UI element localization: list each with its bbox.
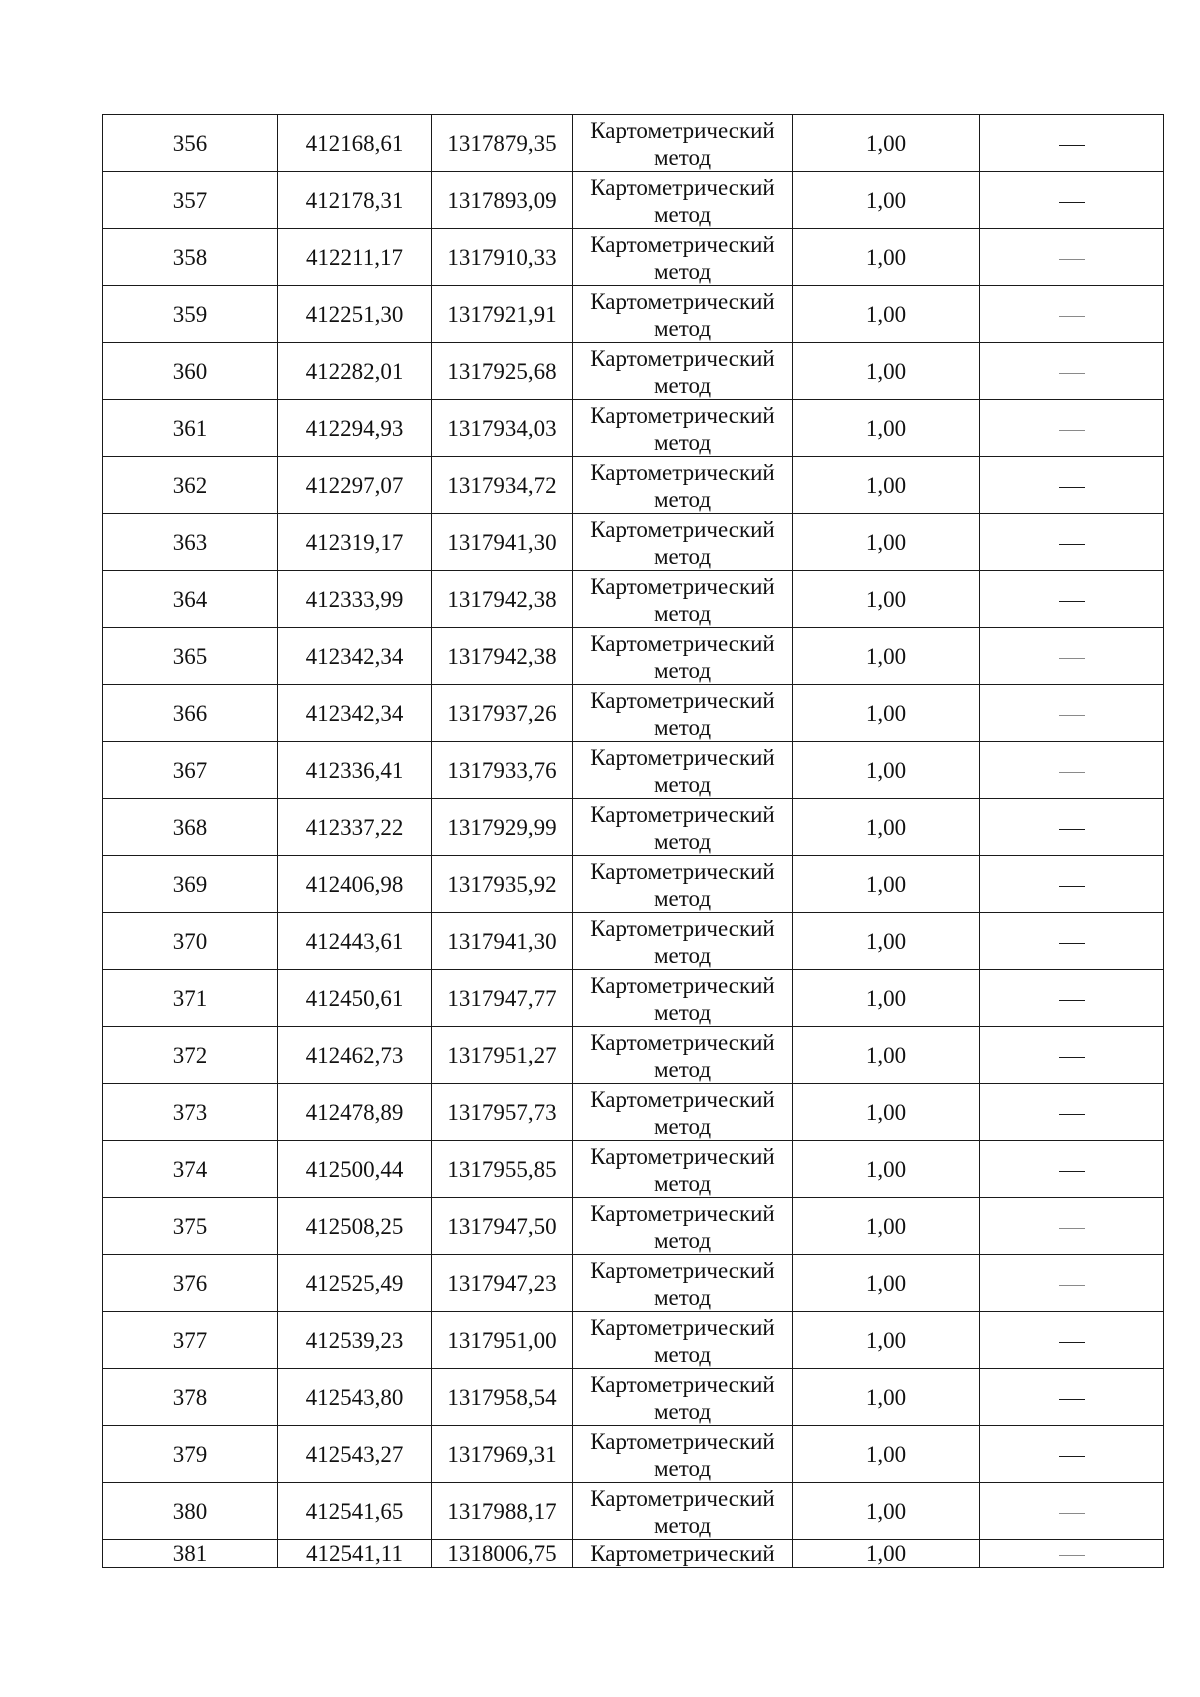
method-cell	[573, 1027, 793, 1084]
note-cell	[980, 343, 1164, 400]
note-cell	[980, 115, 1164, 172]
table-row	[103, 115, 1164, 172]
y-coordinate-cell: 1317942,38	[432, 571, 573, 628]
method-text: Картометрический метод	[590, 1029, 775, 1082]
accuracy-cell: 1,00	[793, 970, 980, 1027]
method-cell	[573, 1369, 793, 1426]
table-row	[103, 172, 1164, 229]
x-coordinate-cell: 412500,44	[278, 1141, 432, 1198]
x-coordinate-cell: 412508,25	[278, 1198, 432, 1255]
dash-icon	[1059, 1057, 1085, 1058]
y-coordinate-cell: 1317921,91	[432, 286, 573, 343]
accuracy-cell: 1,00	[793, 742, 980, 799]
dash-icon	[1059, 1228, 1085, 1229]
x-coordinate-cell: 412342,34	[278, 628, 432, 685]
accuracy-cell: 1,00	[793, 1198, 980, 1255]
accuracy-cell: 1,00	[793, 1426, 980, 1483]
y-coordinate-cell: 1317947,50	[432, 1198, 573, 1255]
x-coordinate-cell: 412342,34	[278, 685, 432, 742]
coordinates-table-body	[103, 115, 1164, 1568]
method-text: Картометрический метод	[590, 1086, 775, 1139]
y-coordinate-cell: 1317941,30	[432, 913, 573, 970]
accuracy-cell: 1,00	[793, 514, 980, 571]
table-row	[103, 1141, 1164, 1198]
point-number-cell: 365	[103, 628, 278, 685]
x-coordinate-cell: 412443,61	[278, 913, 432, 970]
method-cell	[573, 115, 793, 172]
table-row	[103, 970, 1164, 1027]
method-cell	[573, 1084, 793, 1141]
point-number-cell: 370	[103, 913, 278, 970]
method-text: Картометрический метод	[590, 459, 775, 512]
note-cell	[980, 457, 1164, 514]
method-text: Картометрический метод	[590, 231, 775, 284]
y-coordinate-cell: 1317893,09	[432, 172, 573, 229]
method-text: Картометрический метод	[590, 1143, 775, 1196]
table-row	[103, 799, 1164, 856]
y-coordinate-cell: 1317937,26	[432, 685, 573, 742]
method-cell	[573, 514, 793, 571]
dash-icon	[1059, 487, 1085, 488]
dash-icon	[1059, 316, 1085, 317]
method-cell	[573, 1255, 793, 1312]
note-cell	[980, 1027, 1164, 1084]
method-text: Картометрический метод	[590, 915, 775, 968]
x-coordinate-cell: 412178,31	[278, 172, 432, 229]
method-cell	[573, 1198, 793, 1255]
table-row	[103, 229, 1164, 286]
method-text: Картометрический метод	[590, 1200, 775, 1253]
x-coordinate-cell: 412319,17	[278, 514, 432, 571]
point-number-cell: 359	[103, 286, 278, 343]
point-number-cell: 380	[103, 1483, 278, 1540]
method-text: Картометрический метод	[590, 402, 775, 455]
accuracy-cell: 1,00	[793, 286, 980, 343]
x-coordinate-cell: 412282,01	[278, 343, 432, 400]
note-cell	[980, 229, 1164, 286]
method-text: Картометрический метод	[590, 687, 775, 740]
y-coordinate-cell: 1318006,75	[432, 1540, 573, 1568]
point-number-cell: 374	[103, 1141, 278, 1198]
accuracy-cell: 1,00	[793, 400, 980, 457]
method-cell	[573, 913, 793, 970]
x-coordinate-cell: 412462,73	[278, 1027, 432, 1084]
accuracy-cell: 1,00	[793, 1312, 980, 1369]
y-coordinate-cell: 1317969,31	[432, 1426, 573, 1483]
table-row	[103, 514, 1164, 571]
y-coordinate-cell: 1317988,17	[432, 1483, 573, 1540]
dash-icon	[1059, 943, 1085, 944]
point-number-cell: 373	[103, 1084, 278, 1141]
dash-icon	[1059, 1000, 1085, 1001]
table-row	[103, 1540, 1164, 1568]
y-coordinate-cell: 1317958,54	[432, 1369, 573, 1426]
point-number-cell: 375	[103, 1198, 278, 1255]
accuracy-cell: 1,00	[793, 172, 980, 229]
x-coordinate-cell: 412543,27	[278, 1426, 432, 1483]
note-cell	[980, 400, 1164, 457]
point-number-cell: 372	[103, 1027, 278, 1084]
x-coordinate-cell: 412541,65	[278, 1483, 432, 1540]
y-coordinate-cell: 1317951,00	[432, 1312, 573, 1369]
accuracy-cell: 1,00	[793, 685, 980, 742]
point-number-cell: 358	[103, 229, 278, 286]
y-coordinate-cell: 1317942,38	[432, 628, 573, 685]
point-number-cell: 361	[103, 400, 278, 457]
note-cell	[980, 742, 1164, 799]
accuracy-cell: 1,00	[793, 913, 980, 970]
x-coordinate-cell: 412168,61	[278, 115, 432, 172]
note-cell	[980, 1540, 1164, 1568]
dash-icon	[1059, 259, 1085, 260]
method-text: Картометрический метод	[590, 801, 775, 854]
x-coordinate-cell: 412450,61	[278, 970, 432, 1027]
y-coordinate-cell: 1317934,03	[432, 400, 573, 457]
dash-icon	[1059, 1399, 1085, 1400]
method-cell	[573, 457, 793, 514]
method-text: Картометрический метод	[590, 573, 775, 626]
dash-icon	[1059, 772, 1085, 773]
accuracy-cell: 1,00	[793, 1141, 980, 1198]
point-number-cell: 377	[103, 1312, 278, 1369]
table-row	[103, 400, 1164, 457]
y-coordinate-cell: 1317955,85	[432, 1141, 573, 1198]
point-number-cell: 369	[103, 856, 278, 913]
y-coordinate-cell: 1317947,77	[432, 970, 573, 1027]
method-cell	[573, 286, 793, 343]
table-row	[103, 457, 1164, 514]
method-cell	[573, 229, 793, 286]
method-cell	[573, 343, 793, 400]
point-number-cell: 371	[103, 970, 278, 1027]
table-row	[103, 1027, 1164, 1084]
table-row	[103, 1084, 1164, 1141]
table-row	[103, 742, 1164, 799]
x-coordinate-cell: 412478,89	[278, 1084, 432, 1141]
y-coordinate-cell: 1317929,99	[432, 799, 573, 856]
point-number-cell: 378	[103, 1369, 278, 1426]
dash-icon	[1059, 145, 1085, 146]
table-row	[103, 571, 1164, 628]
accuracy-cell: 1,00	[793, 1084, 980, 1141]
x-coordinate-cell: 412211,17	[278, 229, 432, 286]
dash-icon	[1059, 1285, 1085, 1286]
y-coordinate-cell: 1317957,73	[432, 1084, 573, 1141]
note-cell	[980, 1084, 1164, 1141]
y-coordinate-cell: 1317879,35	[432, 115, 573, 172]
dash-icon	[1059, 1555, 1085, 1556]
x-coordinate-cell: 412337,22	[278, 799, 432, 856]
dash-icon	[1059, 715, 1085, 716]
method-text: Картометрический	[590, 1541, 775, 1566]
method-cell	[573, 1426, 793, 1483]
note-cell	[980, 1369, 1164, 1426]
point-number-cell: 366	[103, 685, 278, 742]
note-cell	[980, 1141, 1164, 1198]
method-cell	[573, 1141, 793, 1198]
note-cell	[980, 1198, 1164, 1255]
accuracy-cell: 1,00	[793, 1255, 980, 1312]
table-row	[103, 856, 1164, 913]
method-cell	[573, 1312, 793, 1369]
method-text: Картометрический метод	[590, 858, 775, 911]
method-text: Картометрический метод	[590, 1257, 775, 1310]
point-number-cell: 364	[103, 571, 278, 628]
accuracy-cell: 1,00	[793, 856, 980, 913]
table-row	[103, 913, 1164, 970]
dash-icon	[1059, 430, 1085, 431]
note-cell	[980, 799, 1164, 856]
point-number-cell: 376	[103, 1255, 278, 1312]
note-cell	[980, 1255, 1164, 1312]
accuracy-cell: 1,00	[793, 799, 980, 856]
note-cell	[980, 856, 1164, 913]
method-text: Картометрический метод	[590, 744, 775, 797]
method-text: Картометрический метод	[590, 516, 775, 569]
point-number-cell: 360	[103, 343, 278, 400]
note-cell	[980, 514, 1164, 571]
method-text: Картометрический метод	[590, 174, 775, 227]
x-coordinate-cell: 412541,11	[278, 1540, 432, 1568]
y-coordinate-cell: 1317947,23	[432, 1255, 573, 1312]
x-coordinate-cell: 412297,07	[278, 457, 432, 514]
note-cell	[980, 685, 1164, 742]
note-cell	[980, 1312, 1164, 1369]
method-cell	[573, 1483, 793, 1540]
accuracy-cell: 1,00	[793, 343, 980, 400]
method-text: Картометрический метод	[590, 1371, 775, 1424]
note-cell	[980, 286, 1164, 343]
x-coordinate-cell: 412251,30	[278, 286, 432, 343]
y-coordinate-cell: 1317951,27	[432, 1027, 573, 1084]
point-number-cell: 381	[103, 1540, 278, 1568]
method-cell	[573, 970, 793, 1027]
point-number-cell: 356	[103, 115, 278, 172]
dash-icon	[1059, 658, 1085, 659]
dash-icon	[1059, 601, 1085, 602]
x-coordinate-cell: 412336,41	[278, 742, 432, 799]
method-text: Картометрический метод	[590, 1428, 775, 1481]
x-coordinate-cell: 412406,98	[278, 856, 432, 913]
table-row	[103, 1426, 1164, 1483]
method-text: Картометрический метод	[590, 117, 775, 170]
y-coordinate-cell: 1317935,92	[432, 856, 573, 913]
method-text: Картометрический метод	[590, 630, 775, 683]
accuracy-cell: 1,00	[793, 229, 980, 286]
table-row	[103, 1255, 1164, 1312]
method-text: Картометрический метод	[590, 1314, 775, 1367]
method-text: Картометрический метод	[590, 345, 775, 398]
accuracy-cell: 1,00	[793, 571, 980, 628]
dash-icon	[1059, 202, 1085, 203]
dash-icon	[1059, 1513, 1085, 1514]
note-cell	[980, 1483, 1164, 1540]
accuracy-cell: 1,00	[793, 457, 980, 514]
point-number-cell: 357	[103, 172, 278, 229]
method-cell	[573, 685, 793, 742]
dash-icon	[1059, 544, 1085, 545]
accuracy-cell: 1,00	[793, 628, 980, 685]
note-cell	[980, 172, 1164, 229]
y-coordinate-cell: 1317933,76	[432, 742, 573, 799]
dash-icon	[1059, 886, 1085, 887]
note-cell	[980, 571, 1164, 628]
dash-icon	[1059, 1342, 1085, 1343]
method-cell	[573, 400, 793, 457]
dash-icon	[1059, 1456, 1085, 1457]
accuracy-cell: 1,00	[793, 1540, 980, 1568]
accuracy-cell: 1,00	[793, 1027, 980, 1084]
x-coordinate-cell: 412543,80	[278, 1369, 432, 1426]
method-cell	[573, 856, 793, 913]
dash-icon	[1059, 829, 1085, 830]
table-row	[103, 343, 1164, 400]
method-cell	[573, 1540, 793, 1568]
point-number-cell: 363	[103, 514, 278, 571]
note-cell	[980, 628, 1164, 685]
point-number-cell: 367	[103, 742, 278, 799]
coordinates-table	[102, 114, 1164, 1568]
method-cell	[573, 571, 793, 628]
x-coordinate-cell: 412333,99	[278, 571, 432, 628]
table-row	[103, 1369, 1164, 1426]
accuracy-cell: 1,00	[793, 1369, 980, 1426]
table-row	[103, 286, 1164, 343]
y-coordinate-cell: 1317941,30	[432, 514, 573, 571]
method-text: Картометрический метод	[590, 972, 775, 1025]
dash-icon	[1059, 1171, 1085, 1172]
note-cell	[980, 970, 1164, 1027]
method-text: Картометрический метод	[590, 1485, 775, 1538]
note-cell	[980, 913, 1164, 970]
accuracy-cell: 1,00	[793, 1483, 980, 1540]
accuracy-cell: 1,00	[793, 115, 980, 172]
point-number-cell: 362	[103, 457, 278, 514]
y-coordinate-cell: 1317934,72	[432, 457, 573, 514]
table-row	[103, 1312, 1164, 1369]
table-row	[103, 1483, 1164, 1540]
point-number-cell: 379	[103, 1426, 278, 1483]
x-coordinate-cell: 412539,23	[278, 1312, 432, 1369]
method-cell	[573, 172, 793, 229]
table-row	[103, 685, 1164, 742]
x-coordinate-cell: 412294,93	[278, 400, 432, 457]
table-row	[103, 1198, 1164, 1255]
point-number-cell: 368	[103, 799, 278, 856]
x-coordinate-cell: 412525,49	[278, 1255, 432, 1312]
note-cell	[980, 1426, 1164, 1483]
method-text: Картометрический метод	[590, 288, 775, 341]
dash-icon	[1059, 373, 1085, 374]
y-coordinate-cell: 1317910,33	[432, 229, 573, 286]
dash-icon	[1059, 1114, 1085, 1115]
method-cell	[573, 742, 793, 799]
y-coordinate-cell: 1317925,68	[432, 343, 573, 400]
method-cell	[573, 799, 793, 856]
method-cell	[573, 628, 793, 685]
table-row	[103, 628, 1164, 685]
